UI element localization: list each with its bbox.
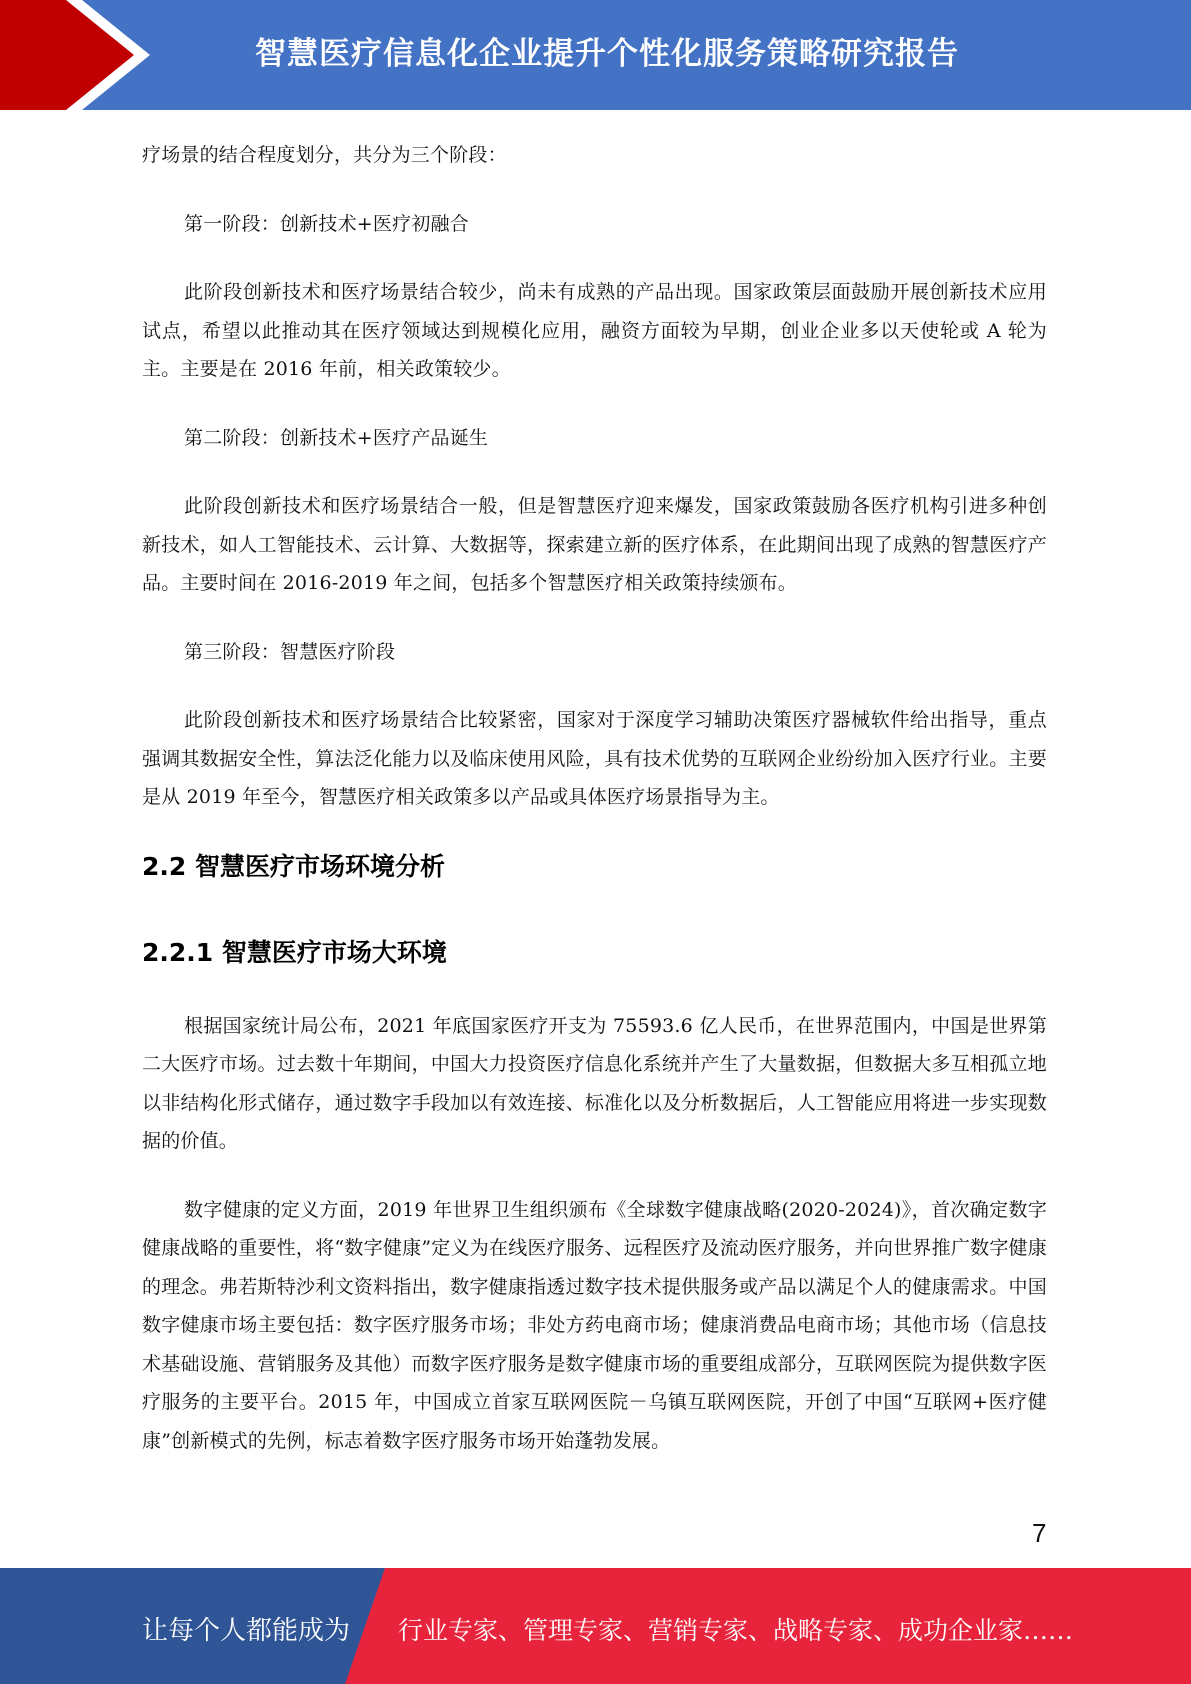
stage1-paragraph: 此阶段创新技术和医疗场景结合较少，尚未有成熟的产品出现。国家政策层面鼓励开展创新技术应用试点，希望以此推动其在医疗领域达到规模化应用，融资方面较为早期，创业企业多以天使轮或 A 轮为主。主要是在 2016 年前，相关政策较少。 <box>142 281 1047 380</box>
section-heading: 2.2 智慧医疗市场环境分析 <box>142 851 445 881</box>
market-paragraph: 根据国家统计局公布，2021 年底国家医疗开支为 75593.6 亿人民币，在世界范围内，中国是世界第二大医疗市场。过去数十年期间，中国大力投资医疗信息化系统并产生了大量数据，但数据大多互相孤立地以非结构化形式储存，通过数字手段加以有效连接、标准化以及分析数据后，人工智能应用将进一步实现数据的价值。 <box>142 1014 1047 1152</box>
stage2-paragraph: 此阶段创新技术和医疗场景结合一般，但是智慧医疗迎来爆发，国家政策鼓励各医疗机构引进多种创新技术，如人工智能技术、云计算、大数据等，探索建立新的医疗体系，在此期间出现了成熟的智慧医疗产品。主要时间在 2016-2019 年之间，包括多个智慧医疗相关政策持续颁布。 <box>142 495 1047 594</box>
intro-paragraph: 疗场景的结合程度划分，共分为三个阶段： <box>142 144 507 166</box>
stage3-paragraph: 此阶段创新技术和医疗场景结合比较紧密，国家对于深度学习辅助决策医疗器械软件给出指导，重点强调其数据安全性，算法泛化能力以及临床使用风险，具有技术优势的互联网企业纷纷加入医疗行业。主要是从 2019 年至今，智慧医疗相关政策多以产品或具体医疗场景指导为主。 <box>142 709 1047 808</box>
page-number: 7 <box>1032 1518 1047 1548</box>
footer-slogan-right: 行业专家、管理专家、营销专家、战略专家、成功企业家…… <box>398 1616 1074 1645</box>
stage2-title: 第二阶段：创新技术+医疗产品诞生 <box>184 426 489 449</box>
page-footer <box>0 1568 1191 1684</box>
page-header <box>0 0 1191 110</box>
stage3-title: 第三阶段：智慧医疗阶段 <box>184 640 396 663</box>
digital-health-paragraph: 数字健康的定义方面，2019 年世界卫生组织颁布《全球数字健康战略(2020-2024)》，首次确定数字健康战略的重要性，将“数字健康”定义为在线医疗服务、远程医疗及流动医疗服务，并向世界推广数字健康的理念。弗若斯特沙利文资料指出，数字健康指透过数字技术提供服务或产品以满足个人的健康需求。中国数字健康市场主要包括：数字医疗服务市场；非处方药电商市场；健康消费品电商市场；其他市场（信息技术基础设施、营销服务及其他）而数字医疗服务是数字健康市场的重要组成部分，互联网医院为提供数字医疗服务的主要平台。2015 年，中国成立首家互联网医院－乌镇互联网医院，开创了中国“互联网+医疗健康”创新模式的先例，标志着数字医疗服务市场开始蓬勃发展。 <box>142 1198 1047 1452</box>
page-content <box>142 130 1047 1460</box>
stage1-title: 第一阶段：创新技术+医疗初融合 <box>184 212 469 235</box>
report-title: 智慧医疗信息化企业提升个性化服务策略研究报告 <box>255 36 959 72</box>
footer-slogan-left: 让每个人都能成为 <box>142 1616 351 1646</box>
subsection-heading: 2.2.1 智慧医疗市场大环境 <box>142 937 447 967</box>
